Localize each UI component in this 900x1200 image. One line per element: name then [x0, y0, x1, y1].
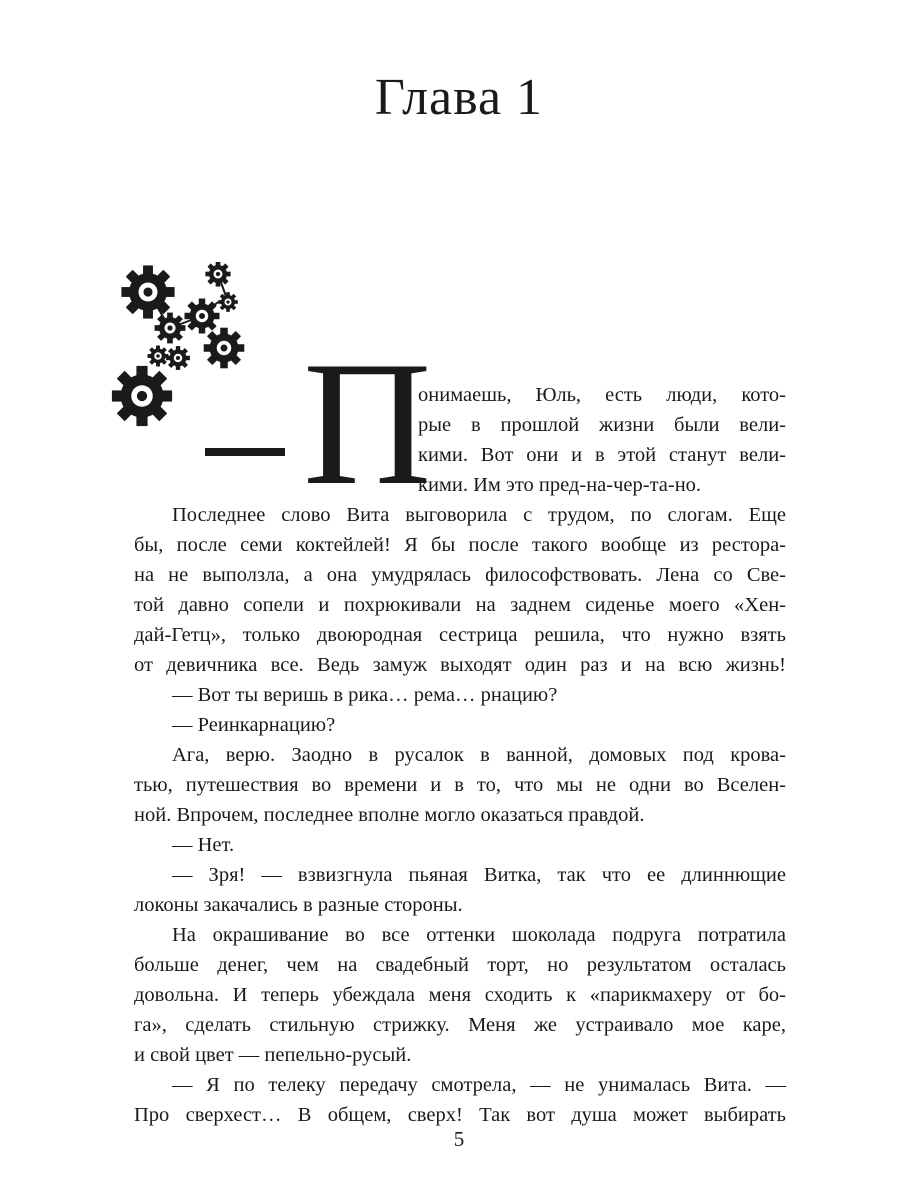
text-line: — Реинкарнацию? [172, 714, 336, 736]
text-line: Последнее слово Вита выговорила с трудом, по слогам. Еще [172, 504, 786, 526]
text-line: рые в прошлой жизни были вели- [418, 414, 786, 436]
text-line: ной. Впрочем, последнее вполне могло оказаться правдой. [134, 804, 645, 826]
text-line: довольна. И теперь убеждала меня сходить к «парикмахеру от бо- [134, 984, 786, 1006]
page-number: 5 [453, 1127, 465, 1151]
text-line: га», сделать стильную стрижку. Меня же устраивало мое каре, [134, 1014, 786, 1036]
text-line: онимаешь, Юль, есть люди, кото- [418, 384, 786, 406]
text-line: — Вот ты веришь в рика… рема… рнацию? [172, 684, 558, 706]
text-line: на не выползла, а она умудрялась философствовать. Лена со Све- [134, 564, 786, 586]
gears-icon [110, 262, 250, 430]
text-line: от девичника все. Ведь замуж выходят один раз и на всю жизнь! [134, 654, 786, 676]
text-line: дай-Гетц», только двоюродная сестрица решила, что нужно взять [134, 624, 786, 646]
text-line: На окрашивание во все оттенки шоколада подруга потратила [172, 924, 786, 946]
text-line: бы, после семи коктейлей! Я бы после такого вообще из рестора- [134, 534, 786, 556]
text-line: — Нет. [172, 834, 235, 856]
text-line: кими. Им это пред-на-чер-та-но. [418, 474, 702, 496]
text-line: той давно сопели и похрюкивали на заднем сиденье моего «Хен- [134, 594, 786, 616]
text-line: Ага, верю. Заодно в русалок в ванной, домовых под крова- [172, 744, 786, 766]
text-line: тью, путешествия во времени и в то, что мы не одни во Вселен- [134, 774, 786, 796]
text-line: Про сверхест… В общем, сверх! Так вот душа может выбирать [134, 1104, 786, 1126]
text-line: больше денег, чем на свадебный торт, но результатом осталась [134, 954, 786, 976]
chapter-title: Глава 1 [374, 69, 544, 126]
text-line: — Зря! — взвизгнула пьяная Витка, так что ее длиннющие [172, 864, 786, 886]
drop-cap: П [303, 324, 432, 522]
text-line: — Я по телеку передачу смотрела, — не унималась Вита. — [172, 1074, 786, 1096]
text-line: локоны закачались в разные стороны. [134, 894, 463, 916]
text-line: и свой цвет — пепельно-русый. [134, 1044, 412, 1066]
text-line: кими. Вот они и в этой станут вели- [418, 444, 786, 466]
opening-dash [205, 448, 285, 456]
